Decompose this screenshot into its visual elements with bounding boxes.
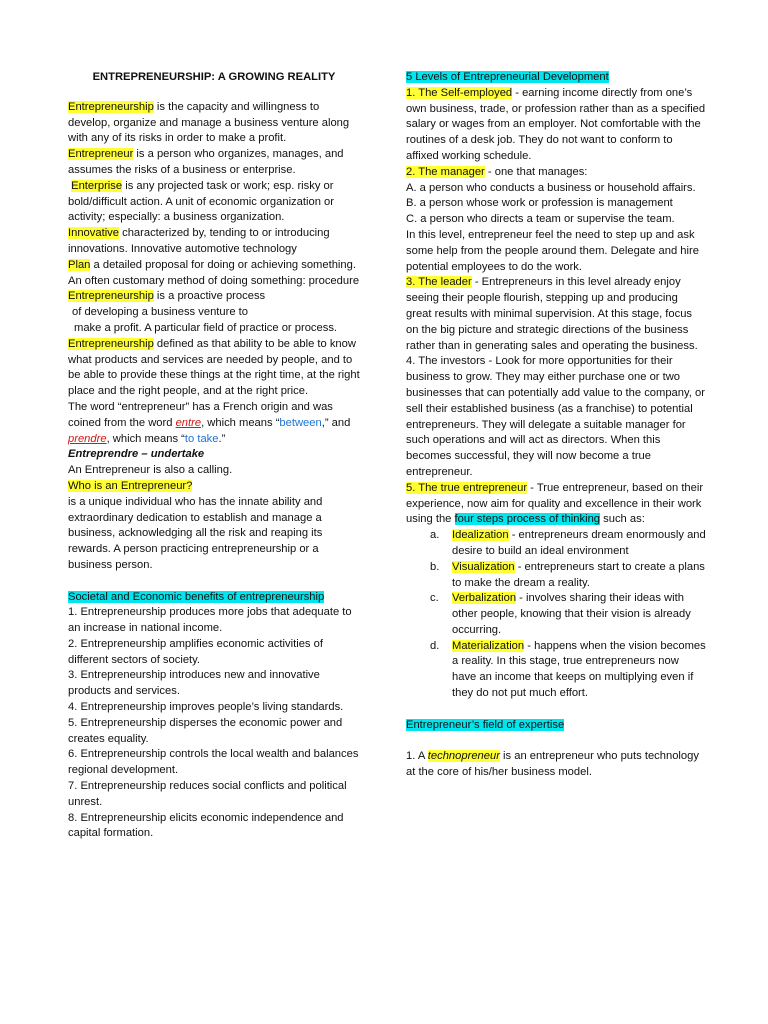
word-between: between: [279, 416, 322, 429]
definition-line: of developing a business venture to: [72, 306, 249, 319]
level-text: - Entrepreneurs in this level already enjoy seeing their people flourish, stepping up and producing great results with minimal supervision. At this stage, focus on the big picture and strategic directions of the business rather than in generating sales and operating the business.: [406, 276, 698, 352]
term-highlight: Entrepreneur: [68, 148, 134, 161]
definition-plan: [68, 258, 360, 290]
step-item: b. Visualization - entrepreneurs start to create a plans to make the dream a reality.: [430, 560, 705, 589]
calling-line: An Entrepreneur is also a calling.: [68, 464, 233, 477]
who-heading: Who is an Entrepreneur?: [68, 479, 193, 492]
word-entre: entre: [175, 416, 202, 429]
expertise-heading: Entrepreneur’s field of expertise: [406, 718, 565, 731]
benefit-item: 2. Entrepreneurship amplifies economic activities of different sectors of society.: [68, 637, 323, 666]
who-text: is a unique individual who has the innate ability and extraordinary dedication to establish and manage a business, acknowledging all the risk and reaping its rewards. A person practicing entrepreneurship or a business person.: [68, 495, 323, 571]
benefit-item: 7. Entrepreneurship reduces social conflicts and political unrest.: [68, 780, 347, 808]
definition-text: is a person who organizes, manages, and assumes the risks of a business or enterprise.: [68, 148, 344, 176]
term-highlight: Plan: [68, 258, 91, 271]
step-item: a. Idealization - entrepreneurs dream enormously and desire to build an ideal environment: [430, 529, 706, 557]
expertise-heading-line: [406, 718, 706, 734]
level-self-employed: [406, 86, 706, 165]
level-term: 5. The true entrepreneur: [406, 481, 528, 494]
benefit-item: 5. Entrepreneurship disperses the economic power and creates equality.: [68, 716, 343, 745]
definition-entrepreneurship-ability: [68, 337, 360, 400]
definition-line: make a profit. A particular field of practice or process.: [74, 321, 338, 334]
definition-text: is any projected task or work; esp. risky or bold/difficult action. A unit of economic organization or activity; especially: a business organization.: [68, 179, 334, 224]
level-investors: 4. The investors - Look for more opportunities for their business to grow. They may either purchase one or two businesses that can potentially add value to the company, or sell their established business (as a franchise) to potential entrepreneurs. They will delegate a suitable manager for such operations and will act as directors. When this becomes successful, they will now become a true entrepreneur.: [406, 355, 705, 478]
benefit-item: 6. Entrepreneurship controls the local wealth and balances regional development.: [68, 748, 359, 777]
level-text: - True entrepreneur, based on their experience, now aim for quality and excellence in their work using the: [406, 481, 704, 526]
term-highlight: Entrepreneurship: [68, 290, 154, 303]
definition-entrepreneurship-process: [68, 289, 360, 305]
term-highlight: Innovative: [68, 227, 119, 240]
manager-a: A. a person who conducts a business or household affairs.: [406, 181, 696, 194]
benefit-item: 8. Entrepreneurship elicits economic independence and capital formation.: [68, 811, 344, 840]
word-prendre: prendre: [68, 432, 107, 445]
word-origin: The word “entrepreneur” has a French origin and was coined from the word entre, which means “between,” and prendre, which means “to take.”: [68, 400, 351, 445]
definition-enterprise: [68, 179, 360, 226]
definition-text: a detailed proposal for doing or achieving something. An often customary method of doing something: procedure: [68, 258, 360, 287]
four-steps-highlight: four steps process of thinking: [454, 513, 601, 526]
benefit-item: 4. Entrepreneurship improves people’s living standards.: [68, 701, 344, 714]
manager-para: In this level, entrepreneur feel the need to step up and ask some help from the people around them. Delegate and hire potential employees to do the work.: [406, 228, 699, 273]
level-term: 3. The leader: [406, 276, 472, 289]
definition-entrepreneur: [68, 147, 360, 179]
document-title: ENTREPRENEURSHIP: A GROWING REALITY: [92, 71, 336, 83]
who-heading-line: [68, 479, 360, 495]
definition-text: is a proactive process: [153, 290, 266, 303]
level-text: - one that manages:: [484, 165, 588, 178]
right-column: [406, 70, 706, 781]
term-highlight: Enterprise: [71, 179, 123, 192]
step-term: Materialization: [452, 639, 525, 652]
levels-heading: 5 Levels of Entrepreneurial Development: [406, 71, 609, 83]
step-item: c. Verbalization - involves sharing their ideas with other people, knowing that their vision is already occurring.: [430, 592, 691, 636]
manager-c: C. a person who directs a team or supervise the team.: [406, 213, 675, 226]
level-term: 2. The manager: [406, 165, 485, 178]
level-text: - earning income directly from one’s own business, trade, or profession rather than as a specified salary or wages from an employer. Not comfortable with the routines of a desk job. They do not want to conform to affixed working schedule.: [406, 86, 706, 162]
word-to-take: to take: [184, 432, 219, 445]
step-term: Verbalization: [452, 592, 517, 605]
level-leader: [406, 275, 706, 354]
term-highlight: Entrepreneurship: [68, 100, 154, 113]
level-true-entrepreneur: 5. The true entrepreneur - True entrepreneur, based on their experience, now aim for quality and excellence in their work using the four steps process of thinking such as:: [406, 481, 704, 526]
definition-text: characterized by, tending to or introducing innovations. Innovative automotive technology: [68, 227, 330, 255]
technopreneur-term: technopreneur: [427, 750, 500, 763]
step-item: d. Materialization - happens when the vision becomes a reality. In this stage, true entrepreneurs now have an income that keeps on multiplying even if they do not put much effort.: [430, 639, 706, 700]
definition-innovative: [68, 226, 360, 258]
level-term: 1. The Self-employed: [406, 86, 513, 99]
manager-b: B. a person whose work or profession is management: [406, 197, 673, 210]
benefits-heading: Societal and Economic benefits of entrepreneurship: [68, 590, 325, 603]
step-term: Visualization: [452, 560, 515, 573]
levels-heading-line: [406, 70, 706, 86]
step-term: Idealization: [452, 529, 509, 542]
level-manager: [406, 165, 706, 181]
benefit-item: 3. Entrepreneurship introduces new and innovative products and services.: [68, 669, 320, 698]
benefit-item: 1. Entrepreneurship produces more jobs that adequate to an increase in national income.: [68, 606, 352, 635]
entreprendre-line: Entreprendre – undertake: [68, 448, 205, 461]
term-highlight: Entrepreneurship: [68, 337, 154, 350]
left-column: [68, 70, 360, 842]
definition-text: is the capacity and willingness to develop, organize and manage a business venture along with any of its risks in order to make a profit.: [68, 100, 350, 145]
technopreneur-line: 1. A technopreneur is an entrepreneur who puts technology at the core of his/her business model.: [406, 750, 699, 779]
definition-entrepreneurship: [68, 100, 360, 147]
definition-text: defined as that ability to be able to know what products and services are needed by people, and to be able to provide these things at the right time, at the right place and the right people, and at the right price.: [68, 337, 360, 398]
benefits-heading-line: [68, 590, 360, 606]
